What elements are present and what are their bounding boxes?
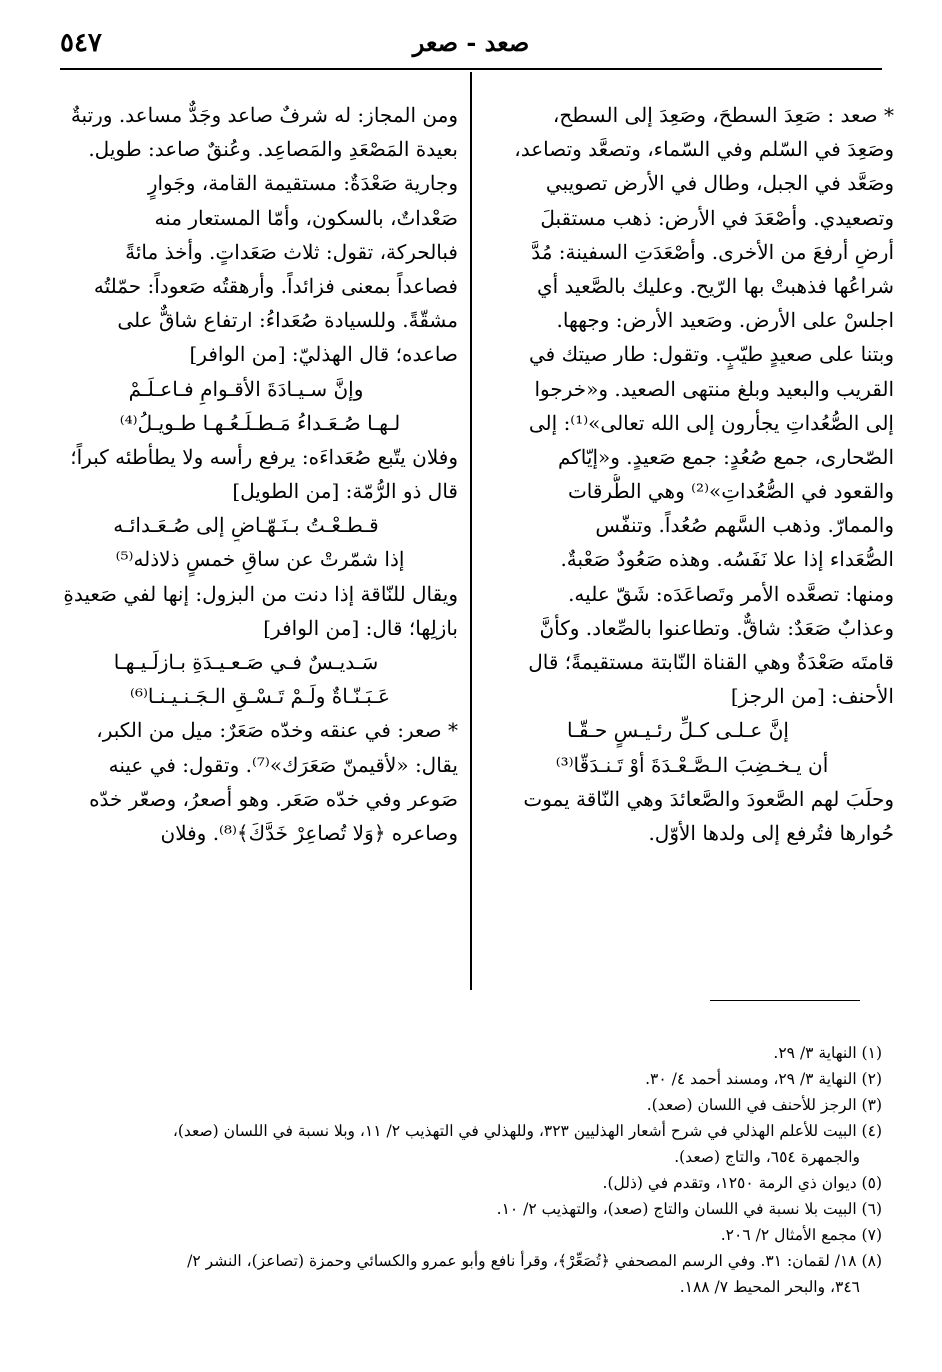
text-line: وصاعره ﴿وَلا تُصاعِرْ خَدَّكَ﴾⁽⁸⁾. وفلان [160,820,458,845]
verse-line: أن يـخـضِبَ الـصَّـعْـدَةَ أوْ تَـنـدَقّا⁽³⁾ [555,752,829,777]
text-line: * صعر: في عنقه وخدّه صَعَرٌ: ميل من الكبر، [96,718,458,743]
text-line: وبتنا على صعيدٍ طيّبٍ. وتقول: طار صيتك في [529,342,894,367]
footnote: (١) النهاية ٣/ ٢٩. [773,1044,882,1062]
text-line: مشقّةً. وللسيادة صُعَداءُ: ارتفاع شاقٌّ على [117,308,458,333]
text-line: صاعده؛ قال الهذليّ: [من الوافر] [189,342,458,367]
text-line: والقعود في الصُّعُداتِ»⁽²⁾ وهي الطُّرقات [567,479,894,504]
page-header [60,24,882,70]
page-number: ٥٤٧ [60,28,102,58]
text-line: وحلَبَ لهم الصَّعودَ والصَّعائدَ وهي النّاقة يموت [523,786,894,811]
text-line: ومنها: تصعَّده الأمر وتَصاعَدَه: شَقّ عليه. [568,581,894,606]
verse-line: سَـديـسٌ فـي صَـعـيـدَةِ بـازلَـيـهـا [113,650,379,674]
text-line: حُوارها فتُرفع إلى ولدها الأوّل. [648,820,894,845]
footnote: (٤) البيت للأعلم الهذلي في شرح أشعار الهذليين ٣٢٣، وللهذلي في التهذيب ٢/ ١١، وبلا نسبة في اللسان (صعد)، [172,1122,882,1140]
text-line: فبالحركة، تقول: ثلاث صَعَداتٍ. وأخذ مائةً [125,239,458,264]
text-line: الأحنف: [من الرجز] [730,684,894,709]
footnote: (٢) النهاية ٣/ ٢٩، ومسند أحمد ٤/ ٣٠. [645,1070,882,1088]
text-line: شراعُها فذهبتْ بها الرّيح. وعليك بالصَّعيد أي [536,273,894,298]
footnote-continuation: والجمهرة ٦٥٤، والتاج (صعد). [674,1148,860,1166]
left-column [62,98,458,850]
text-line: القريب والبعيد وبلغ منتهى الصعيد. و«خرجوا [534,376,894,401]
text-line: بازلِها؛ قال: [من الوافر] [263,615,458,640]
text-line: إلى الصُّعُداتِ يجأرون إلى الله تعالى»⁽¹⁾: إلى [528,410,894,435]
text-line: الصّحارى، جمع صُعُدٍ: جمع صَعيدٍ. و«إيّاكم [557,444,894,469]
text-line: ويقال للنّاقة إذا دنت من البزول: إنها لفي صَعيدةِ [63,581,458,606]
footnote-rule [710,1000,860,1001]
text-line: بعيدة المَصْعَدِ والمَصاعِد. وعُنقٌ صاعد: طويل. [88,137,458,162]
text-line: الصُّعَداء إذا علا نَفَسُه. وهذه صَعُودٌ صَعْبةٌ. [560,547,894,572]
footnote: (٥) ديوان ذي الرمة ١٢٥٠، وتقدم في (ذلل). [602,1174,882,1192]
right-column [490,98,894,850]
text-line: قال ذو الرُّمّة: [من الطويل] [232,479,458,504]
footnote-continuation: ٣٤٦، والبحر المحيط ٧/ ١٨٨. [679,1278,860,1296]
footnote: (٧) مجمع الأمثال ٢/ ٢٠٦. [720,1226,882,1244]
text-line: * صعد : صَعِدَ السطحَ، وصَعِدَ إلى السطح، [552,103,894,127]
footnote: (٣) الرجز للأحنف في اللسان (صعد). [646,1096,882,1114]
verse-line: وإنَّ سـيـادَةَ الأقـوامِ فـاعـلَـمْ [128,376,364,401]
text-line: وتصعيدي. وأصْعَدَ في الأرض: ذهب مستقبلَ [540,205,894,230]
footnote: (٨) ١٨/ لقمان: ٣١. وفي الرسم المصحفي ﴿تُصَعِّرْ﴾، وقرأ نافع وأبو عمرو والكسائي وحمزة (تصاعز)، النشر ٢/ [187,1252,882,1270]
text-line: يقال: «لأقيمنّ صَعَرَك»⁽⁷⁾. وتقول: في عينه [108,752,458,777]
verse-line: إذا شمّرتْ عن ساقِ خمسٍ ذلاذله⁽⁵⁾ [115,547,405,572]
text-line: أرضٍ أرفعَ من الأخرى. وأصْعَدَتِ السفينة: مُدَّ [531,239,894,264]
text-line: وفلان يتّبع صُعَداءَه: يرفع رأسه ولا يطأطئه كبراً؛ [70,444,458,469]
text-line: والممارّ. وذهب السَّهم صُعُداً. وتنفّس [595,513,894,538]
text-line: وعذابٌ صَعَدٌ: شاقٌّ. وتطاعنوا بالصِّعاد. وكأنَّ [539,615,894,640]
text-line: صَعْداتٌ، بالسكون، وأمّا المستعار منه [154,205,458,230]
column-divider [470,72,472,990]
text-line: ومن المجاز: له شرفٌ صاعد وجَدٌّ مساعد. ورتبةٌ [70,103,458,127]
verse-line: عَـبَـنّـاةٌ ولَـمْ تَـسْـقِ الـجَـنـيـنـا⁽⁶⁾ [130,684,390,709]
text-line: وصَعِدَ في السّلم وفي السّماء، وتصعَّد وتصاعد، [514,137,894,162]
page-title: صعد - صعر [412,28,530,57]
text-line: وجارية صَعْدَةٌ: مستقيمة القامة، وجَوارٍ [147,171,458,196]
text-line: قامتَه صَعْدَةٌ وهي القناة النّابتة مستقيمةً؛ قال [528,650,894,674]
footnote: (٦) البيت بلا نسبة في اللسان والتاج (صعد)، والتهذيب ٢/ ١٠. [496,1200,882,1218]
text-line: اجلسْ على الأرض. وصَعيد الأرض: وجهها. [556,308,894,333]
verse-line: قـطـعْـتُ بـنَـهّـاضٍ إلى صُـعَـدائـه [113,513,379,538]
text-line: فصاعداً بمعنى فزائداً. وأرهقتُه صَعوداً: حمّلتُه [93,273,458,298]
text-line: وصَعَّد في الجبل، وطال في الأرض تصويبي [545,171,894,196]
text-line: صَوعر وفي خدّه صَعَر. وهو أصعرُ، وصعّر خدّه [89,786,458,811]
footnotes [60,1040,882,1300]
verse-line: لـهـا صُـعَـداءُ مَـطـلَـعُـهـا طـويـلُ⁽⁴⁾ [119,410,401,435]
verse-line: إنَّ عـلـى كـلِّ رئـيـسٍ حـقّـا [567,718,789,743]
